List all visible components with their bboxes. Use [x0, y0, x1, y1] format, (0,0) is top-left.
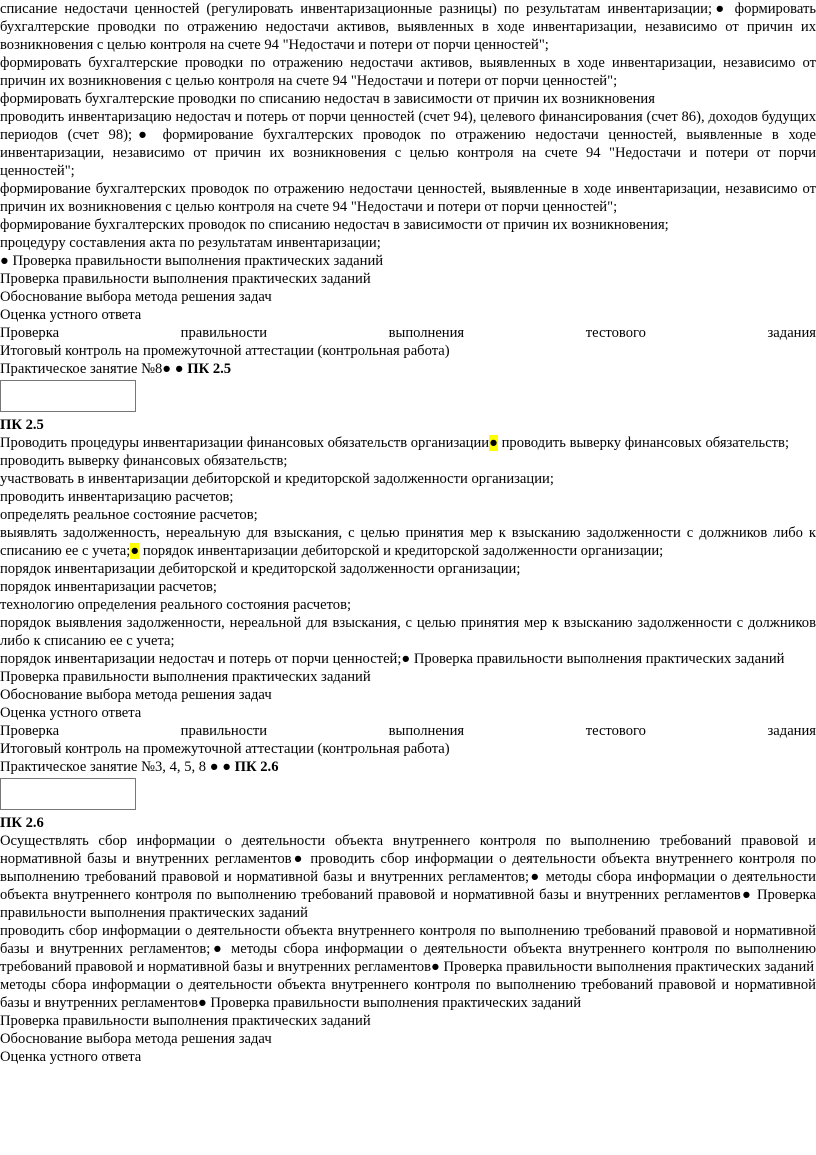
paragraph: формировать бухгалтерские проводки по списанию недостач в зависимости от причин их возникновения [0, 91, 655, 107]
paragraph: участвовать в инвентаризации дебиторской и кредиторской задолженности организации; [0, 471, 554, 487]
paragraph: методы сбора информации о деятельности объекта внутреннего контроля по выполнению требований правовой и нормативной базы и внутренних регламентов● Проверка правильности выполнения практических заданий [0, 977, 816, 1011]
paragraph: порядок выявления задолженности, нереальной для взыскания, с целью принятия мер к взысканию задолженности с должников либо к списанию ее с учета; [0, 615, 816, 649]
paragraph: Оценка устного ответа [0, 705, 142, 721]
practical-lesson-line [0, 758, 816, 776]
paragraph-text: выявлять задолженность, нереальную для взыскания, с целью принятия мер к взысканию задолженности с должников либо к списанию ее с учета; [0, 525, 816, 559]
paragraph: списание недостачи ценностей (регулировать инвентаризационные разницы) по результатам инвентаризации;● формировать бухгалтерские проводки по отражению недостачи активов, выявленных в ходе инвентаризации, независимо от причин их возникновения с целью контроля на счете 94 "Недостачи и потери от порчи ценностей"; [0, 1, 816, 53]
paragraph: Оценка устного ответа [0, 307, 142, 323]
competence-code: ПК 2.5 [187, 361, 232, 377]
paragraph: технологию определения реального состояния расчетов; [0, 597, 352, 613]
paragraph [0, 434, 816, 452]
paragraph: Обоснование выбора метода решения задач [0, 289, 272, 305]
empty-cell-box [0, 380, 136, 412]
paragraph: Обоснование выбора метода решения задач [0, 687, 272, 703]
practical-lesson-line [0, 360, 816, 378]
paragraph: проводить выверку финансовых обязательств; [0, 453, 288, 469]
paragraph: Итоговый контроль на промежуточной аттестации (контрольная работа) [0, 343, 450, 359]
paragraph: формирование бухгалтерских проводок по списанию недостач в зависимости от причин их возникновения; [0, 217, 669, 233]
paragraph: порядок инвентаризации расчетов; [0, 579, 217, 595]
paragraph: формирование бухгалтерских проводок по отражению недостачи ценностей, выявленные в ходе инвентаризации, независимо от причин их возникновения с целью контроля на счете 94 "Недостачи и потери от порчи ценностей"; [0, 181, 816, 215]
paragraph-text-rest: проводить выверку финансовых обязательств; [497, 435, 790, 451]
paragraph-spread: Проверка правильности выполнения тестового задания [0, 723, 816, 739]
paragraph: порядок инвентаризации дебиторской и кредиторской задолженности организации; [0, 561, 521, 577]
paragraph: Осуществлять сбор информации о деятельности объекта внутреннего контроля по выполнению требований правовой и нормативной базы и внутренних регламентов● проводить сбор информации о деятельности объекта внутреннего контроля по выполнению требований правовой и нормативной базы и внутренних регламентов;● методы сбора информации о деятельности объекта внутреннего контроля по выполнению требований правовой и нормативной базы и внутренних регламентов● Проверка правильности выполнения практических заданий [0, 833, 816, 921]
practical-lesson-text: Практическое занятие №8● ● [0, 361, 188, 377]
paragraph: Проверка правильности выполнения практических заданий [0, 271, 371, 287]
competence-code: ПК 2.6 [234, 759, 279, 775]
paragraph: Итоговый контроль на промежуточной аттестации (контрольная работа) [0, 741, 450, 757]
paragraph: Обоснование выбора метода решения задач [0, 1031, 272, 1047]
competence-heading: ПК 2.5 [0, 417, 44, 433]
paragraph-spread: Проверка правильности выполнения тестового задания [0, 325, 816, 341]
paragraph: Оценка устного ответа [0, 1049, 142, 1065]
highlighted-bullet: ● [489, 435, 498, 451]
paragraph: формировать бухгалтерские проводки по отражению недостачи активов, выявленных в ходе инвентаризации, независимо от причин их возникновения с целью контроля на счете 94 "Недостачи и потери от порчи ценностей"; [0, 55, 816, 89]
paragraph: Проверка правильности выполнения практических заданий [0, 669, 371, 685]
paragraph: Проверка правильности выполнения практических заданий [0, 1013, 371, 1029]
paragraph: проводить сбор информации о деятельности объекта внутреннего контроля по выполнению требований правовой и нормативной базы и внутренних регламентов;● методы сбора информации о деятельности объекта внутреннего контроля по выполнению требований правовой и нормативной базы и внутренних регламентов● Проверка правильности выполнения практических заданий [0, 923, 816, 975]
paragraph: проводить инвентаризацию расчетов; [0, 489, 234, 505]
paragraph [0, 524, 816, 560]
paragraph-text-rest: порядок инвентаризации дебиторской и кредиторской задолженности организации; [139, 543, 664, 559]
paragraph: порядок инвентаризации недостач и потерь от порчи ценностей;● Проверка правильности выполнения практических заданий [0, 651, 785, 667]
paragraph: процедуру составления акта по результатам инвентаризации; [0, 235, 381, 251]
paragraph: ● Проверка правильности выполнения практических заданий [0, 253, 384, 269]
empty-cell-box [0, 778, 136, 810]
paragraph: определять реальное состояние расчетов; [0, 507, 258, 523]
highlighted-bullet: ● [130, 543, 140, 559]
practical-lesson-text: Практическое занятие №3, 4, 5, 8 ● ● [0, 759, 235, 775]
paragraph: проводить инвентаризацию недостач и потерь от порчи ценностей (счет 94), целевого финансирования (счет 86), доходов будущих периодов (счет 98);● формирование бухгалтерских проводок по отражению недостачи ценностей, выявленные в ходе инвентаризации, независимо от причин их возникновения с целью контроля на счете 94 "Недостачи и потери от порчи ценностей"; [0, 109, 816, 179]
paragraph-text: Проводить процедуры инвентаризации финансовых обязательств организации [0, 435, 490, 451]
competence-heading: ПК 2.6 [0, 815, 44, 831]
